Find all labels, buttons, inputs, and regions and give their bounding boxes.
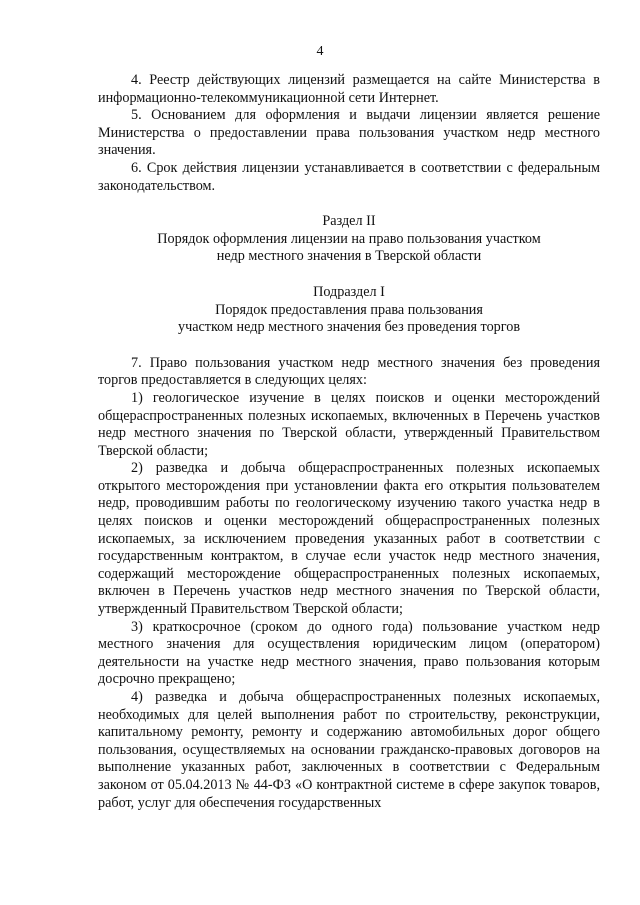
paragraph-7: 7. Право пользования участком недр местного значения без проведения торгов предоставляется в следующих целях:: [98, 354, 600, 389]
paragraph-4: 4. Реестр действующих лицензий размещается на сайте Министерства в информационно-телекоммуникационной сети Интернет.: [98, 72, 600, 106]
section-title-line-1: Порядок оформления лицензии на право пользования участком: [157, 230, 541, 247]
section-heading: [98, 213, 600, 266]
spacer: [98, 195, 600, 213]
document-body: [98, 72, 600, 812]
subsection-title-line-1: Порядок предоставления права пользования: [215, 301, 483, 318]
page-number: 4: [316, 44, 324, 59]
spacer: [98, 337, 600, 355]
paragraph-6: 6. Срок действия лицензии устанавливается в соответствии с федеральным законодательством.: [98, 159, 600, 194]
spacer: [98, 266, 600, 284]
subsection-heading: [98, 284, 600, 337]
list-item-1: 1) геологическое изучение в целях поисков и оценки месторождений общераспространенных полезных ископаемых, включенных в Перечень участков недр местного значения по Тверской области, утвержденный Правительством Тверской области;: [98, 389, 600, 459]
section-label: Раздел II: [322, 213, 376, 230]
subsection-title-line-2: участком недр местного значения без проведения торгов: [177, 319, 521, 336]
list-item-2: 2) разведка и добыча общераспространенных полезных ископаемых открытого месторождения при установлении факта его открытия пользователем недр, проводившим работы по геологическому изучению такого участка недр в целях поисков и оценки месторождений общераспространенных полезных ископаемых, за исключением проведения указанных работ в соответствии с государственным контрактом, в случае если участок недр местного значения, содержащий месторождение общераспространенных полезных ископаемых, включен в Перечень участков недр местного значения по Тверской области, утвержденный Правительством Тверской области;: [98, 460, 600, 618]
subsection-label: Подраздел I: [313, 283, 385, 300]
section-title-line-2: недр местного значения в Тверской области: [216, 248, 482, 265]
list-item-4: 4) разведка и добыча общераспространенных полезных ископаемых, необходимых для целей выполнения работ по строительству, реконструкции, капитальному ремонту, ремонту и содержанию автомобильных дорог общего пользования, осуществляемых на основании гражданско-правовых договоров на выполнение указанных работ, заключенных в соответствии с Федеральным законом от 05.04.2013 № 44-ФЗ «О контрактной системе в сфере закупок товаров, работ, услуг для обеспечения государственных: [98, 689, 600, 811]
list-item-3: 3) краткосрочное (сроком до одного года) пользование участком недр местного значения для осуществления юридическим лицом (оператором) деятельности на участке недр местного значения, право пользования которым досрочно прекращено;: [98, 618, 600, 688]
paragraph-5: 5. Основанием для оформления и выдачи лицензии является решение Министерства о предоставлении права пользования участком недр местного значения.: [98, 107, 600, 159]
